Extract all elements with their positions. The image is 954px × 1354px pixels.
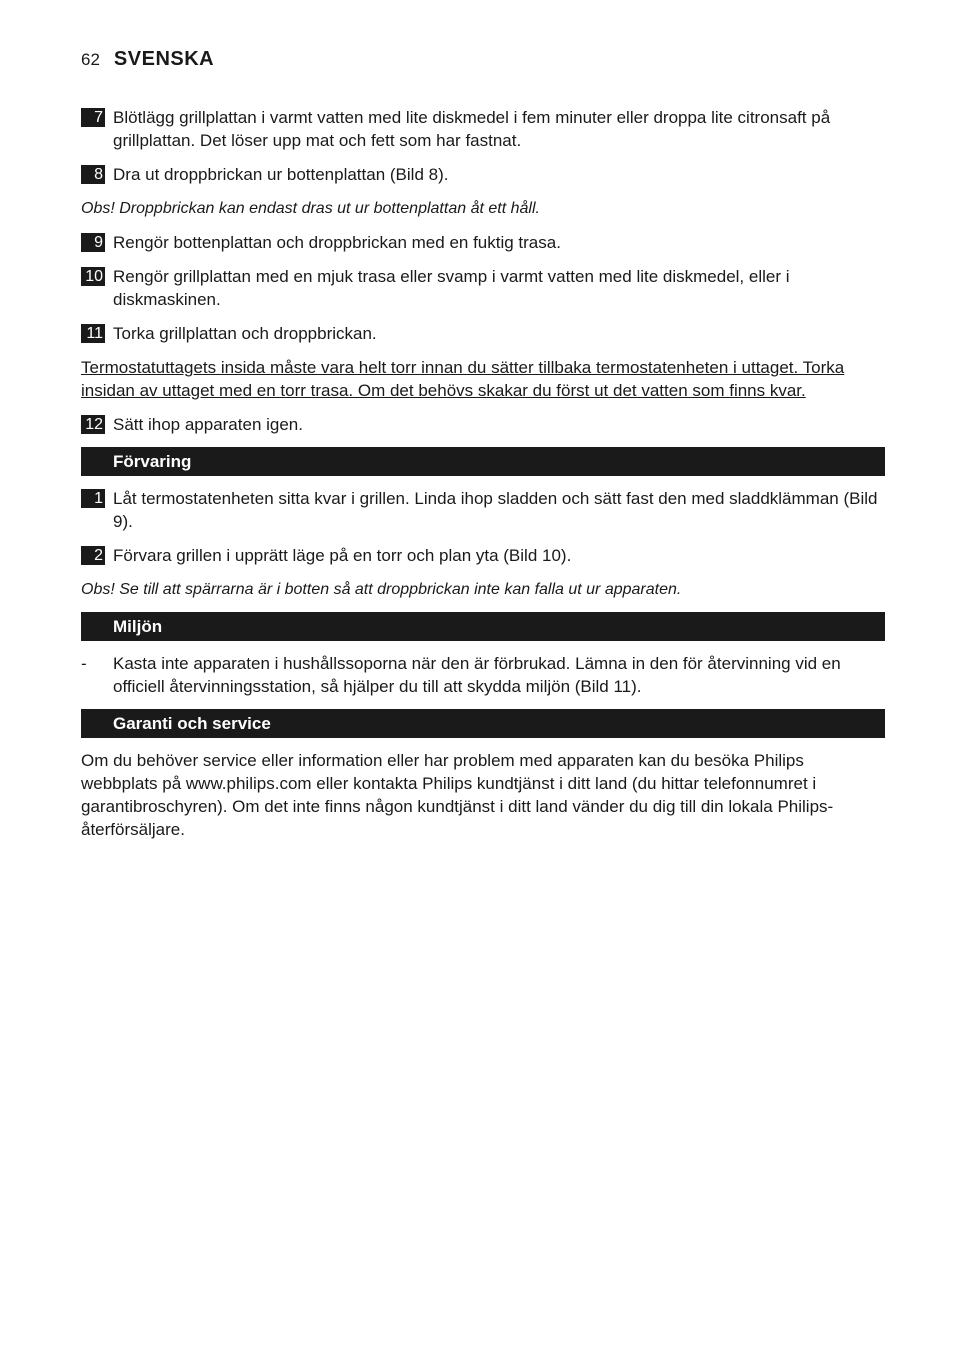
bullet-text: Kasta inte apparaten i hushållssoporna när den är förbrukad. Lämna in den för återvinning vid en officiell återvinningsstation, så hjälper du till att skydda miljön (Bild 11). — [113, 654, 841, 696]
step-number: 11 — [81, 324, 105, 343]
step-8 — [81, 163, 885, 186]
warning-underlined: Termostatuttagets insida måste vara helt torr innan du sätter tillbaka termostatenheten i uttaget. Torka insidan av uttaget med en torr trasa. Om det behövs skakar du först ut det vatten som finns kvar. — [81, 358, 845, 400]
step-storage-1 — [81, 487, 885, 533]
section-heading-storage: Förvaring — [81, 447, 885, 476]
note-latches: Obs! Se till att spärrarna är i botten så att droppbrickan inte kan falla ut ur apparaten. — [81, 581, 682, 598]
step-10 — [81, 265, 885, 311]
environment-bullet — [81, 652, 885, 698]
note-drip-tray: Obs! Droppbrickan kan endast dras ut ur bottenplattan åt ett håll. — [81, 200, 540, 217]
step-number: 1 — [81, 489, 105, 508]
step-number: 12 — [81, 415, 105, 434]
step-text: Blötlägg grillplattan i varmt vatten med lite diskmedel i fem minuter eller droppa lite citronsaft på grillplattan. Det löser upp mat och fett som har fastnat. — [113, 108, 831, 150]
page-header — [81, 48, 214, 74]
language-heading: SVENSKA — [113, 48, 215, 70]
step-number: 2 — [81, 546, 105, 565]
step-number: 10 — [81, 267, 105, 286]
step-number: 9 — [81, 233, 105, 252]
step-11 — [81, 322, 885, 345]
section-heading-warranty: Garanti och service — [81, 709, 885, 738]
step-storage-2 — [81, 544, 885, 567]
warning-text — [81, 356, 885, 402]
page-content — [81, 106, 885, 841]
page-number: 62 — [81, 50, 100, 69]
step-number: 8 — [81, 165, 105, 184]
bullet-dash: - — [81, 654, 87, 673]
warranty-text-before: Om du behöver service eller information eller har problem med apparaten kan du besöka Philips webbplats på — [81, 751, 804, 793]
step-text: Sätt ihop apparaten igen. — [113, 415, 303, 434]
step-text: Torka grillplattan och droppbrickan. — [113, 324, 377, 343]
warranty-text-after: eller kontakta Philips kundtjänst i ditt land (du hittar telefonnumret i garantibroschyren). Om det inte finns någon kundtjänst i ditt land vänder du dig till din lokala Philips-återförsäljare. — [81, 774, 834, 839]
step-text: Dra ut droppbrickan ur bottenplattan (Bild 8). — [113, 165, 449, 184]
section-heading-environment: Miljön — [81, 612, 885, 641]
step-text: Låt termostatenheten sitta kvar i grillen. Linda ihop sladden och sätt fast den med sladdklämman (Bild 9). — [113, 489, 878, 531]
philips-website-link[interactable]: www.philips.com — [185, 774, 312, 793]
step-number: 7 — [81, 108, 105, 127]
step-text: Rengör grillplattan med en mjuk trasa eller svamp i varmt vatten med lite diskmedel, eller i diskmaskinen. — [113, 267, 790, 309]
step-7 — [81, 106, 885, 152]
step-text: Förvara grillen i upprätt läge på en torr och plan yta (Bild 10). — [113, 546, 572, 565]
warranty-paragraph — [81, 749, 885, 841]
step-9 — [81, 231, 885, 254]
step-text: Rengör bottenplattan och droppbrickan med en fuktig trasa. — [113, 233, 561, 252]
step-12 — [81, 413, 885, 436]
